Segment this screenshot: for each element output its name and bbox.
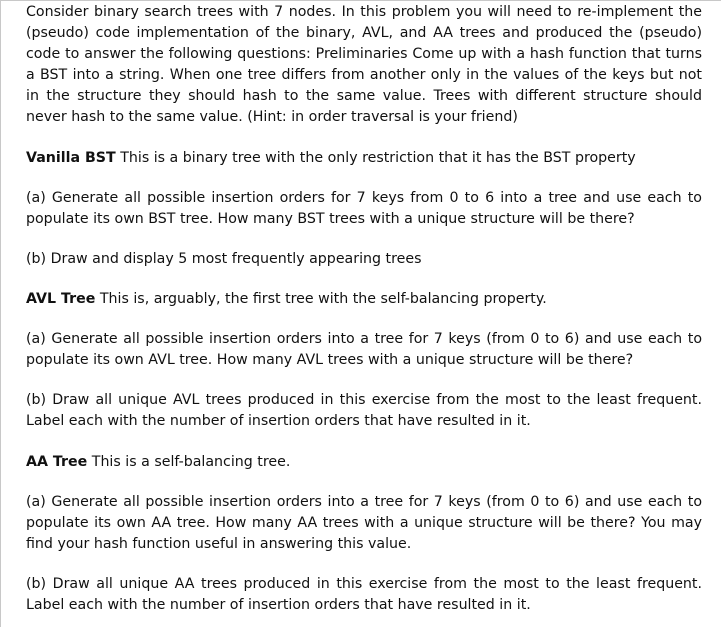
aa-section-intro	[26, 452, 702, 473]
avl-part-b: (b) Draw all unique AVL trees produced in this exercise from the most to the least frequent. Label each with the number of insertion orders that have resulted in it.	[26, 392, 702, 429]
avl-part-a: (a) Generate all possible insertion orders into a tree for 7 keys (from 0 to 6) and use each to populate its own AVL tree. How many AVL trees with a unique structure will be there?	[26, 331, 702, 368]
vanilla-bst-heading: Vanilla BST	[26, 150, 116, 166]
avl-heading: AVL Tree	[26, 291, 96, 307]
vanilla-bst-part-b: (b) Draw and display 5 most frequently appearing trees	[26, 251, 422, 267]
avl-section-intro	[26, 289, 702, 310]
vanilla-bst-part-a: (a) Generate all possible insertion orders for 7 keys from 0 to 6 into a tree and use each to populate its own BST tree. How many BST trees with a unique structure will be there?	[26, 190, 702, 227]
frame-left-border	[0, 0, 1, 627]
intro-paragraph: Consider binary search trees with 7 nodes. In this problem you will need to re-implement the (pseudo) code implementation of the binary, AVL, and AA trees and produced the (pseudo) code to answer the following questions: Preliminaries Come up with a hash function that turns a BST into a string. When one tree differs from another only in the values of the keys but not in the structure they should hash to the same value. Trees with different structure should never hash to the same value. (Hint: in order traversal is your friend)	[26, 4, 702, 125]
aa-heading: AA Tree	[26, 454, 88, 470]
aa-part-b: (b) Draw all unique AA trees produced in this exercise from the most to the least frequent. Label each with the number of insertion orders that have resulted in it.	[26, 576, 702, 613]
vanilla-bst-description: This is a binary tree with the only restriction that it has the BST property	[115, 150, 636, 166]
aa-part-a: (a) Generate all possible insertion orders into a tree for 7 keys (from 0 to 6) and use each to populate its own AA tree. How many AA trees with a unique structure will be there? You may find your hash function useful in answering this value.	[26, 494, 702, 552]
avl-description: This is, arguably, the first tree with the self-balancing property.	[95, 291, 547, 307]
vanilla-bst-section-intro	[26, 148, 702, 169]
aa-description: This is a self-balancing tree.	[87, 454, 291, 470]
problem-document	[26, 0, 702, 616]
